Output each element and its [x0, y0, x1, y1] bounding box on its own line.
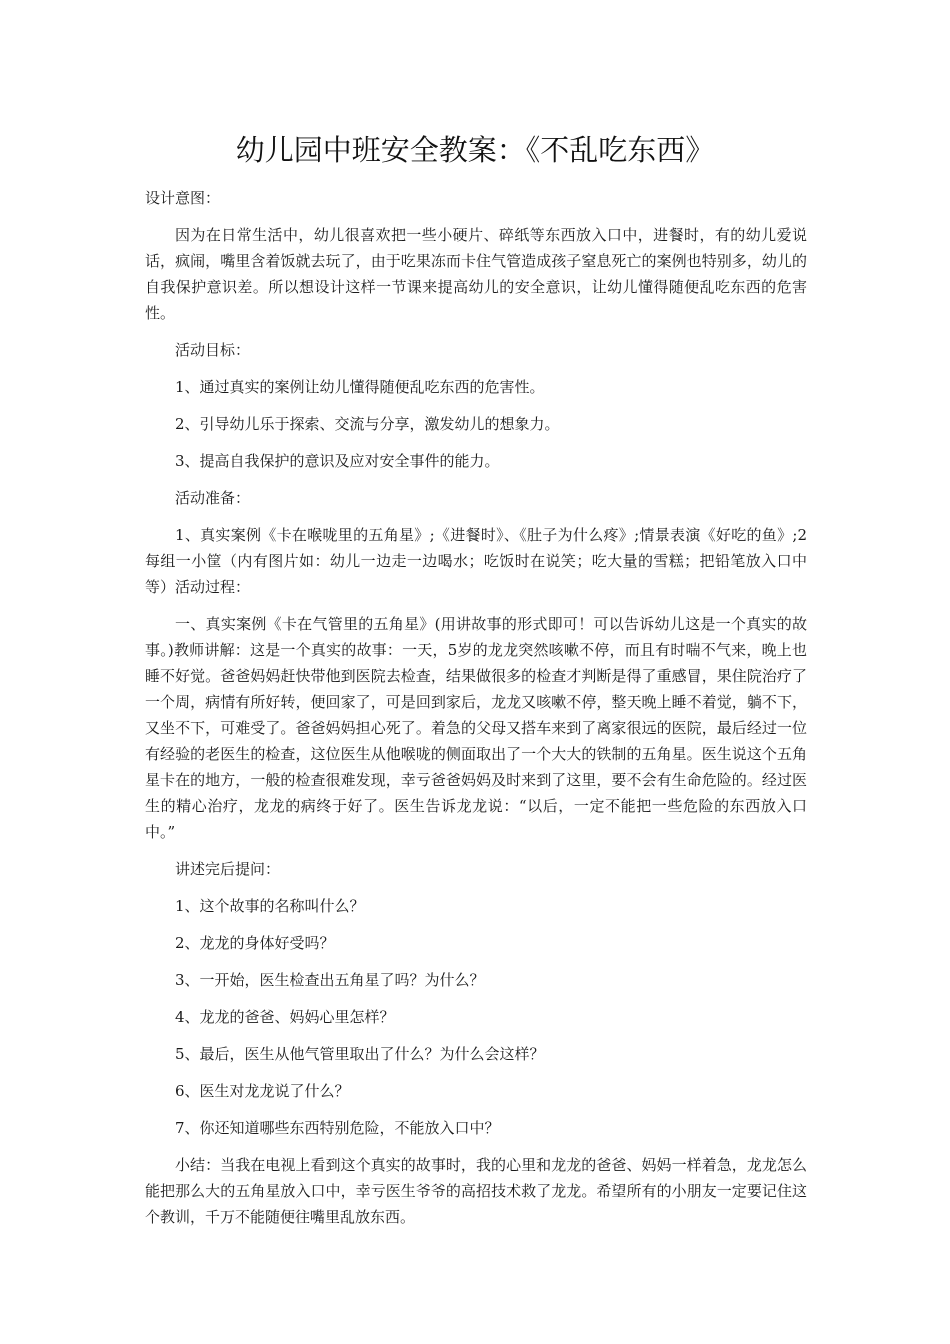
- question-item-5: 5、最后，医生从他气管里取出了什么？为什么会这样？: [175, 1045, 545, 1063]
- section-heading-goals: 活动目标：: [175, 341, 251, 359]
- goal-item-2: 2、引导幼儿乐于探索、交流与分享，激发幼儿的想象力。: [175, 415, 560, 433]
- paragraph-preparation: 1、真实案例《卡在喉咙里的五角星》;《进餐时》、《肚子为什么疼》;情景表演《好吃的鱼》;2 每组一小筐（内有图片如：幼儿一边走一边喝水；吃饭时在说笑；吃大量的雪糕；把铅笔放入口中等）活动过程：: [145, 526, 807, 596]
- goal-item-1: 1、通过真实的案例让幼儿懂得随便乱吃东西的危害性。: [175, 378, 545, 396]
- question-item-1: 1、这个故事的名称叫什么？: [175, 897, 365, 915]
- paragraph-story: 一、真实案例《卡在气管里的五角星》(用讲故事的形式即可！可以告诉幼儿这是一个真实的故事。)教师讲解：这是一个真实的故事：一天，5岁的龙龙突然咳嗽不停，而且有时喘不气来，晚上也睡不好觉。爸爸妈妈赶快带他到医院去检查，结果做很多的检查才判断是得了重感冒，果住院治疗了一个周，病情有所好转，便回家了，可是回到家后，龙龙又咳嗽不停，整天晚上睡不着觉，躺不下，又坐不下，可难受了。爸爸妈妈担心死了。着急的父母又搭车来到了离家很远的医院，最后经过一位有经验的老医生的检查，这位医生从他喉咙的侧面取出了一个大大的铁制的五角星。医生说这个五角星卡在的地方，一般的检查很难发现，幸亏爸爸妈妈及时来到了这里，要不会有生命危险的。经过医生的精心治疗，龙龙的病终于好了。医生告诉龙龙说：“以后，一定不能把一些危险的东西放入口中。”: [145, 615, 807, 841]
- paragraph-summary: 小结：当我在电视上看到这个真实的故事时，我的心里和龙龙的爸爸、妈妈一样着急，龙龙怎么能把那么大的五角星放入口中，幸亏医生爷爷的高招技术救了龙龙。希望所有的小朋友一定要记住这个教训，千万不能随便往嘴里乱放东西。: [145, 1156, 807, 1226]
- question-item-6: 6、医生对龙龙说了什么？: [175, 1082, 350, 1100]
- paragraph-design-intent: 因为在日常生活中，幼儿很喜欢把一些小硬片、碎纸等东西放入口中，进餐时，有的幼儿爱说话，疯闹，嘴里含着饭就去玩了，由于吃果冻而卡住气管造成孩子窒息死亡的案例也特别多，幼儿的自我保护意识差。所以想设计这样一节课来提高幼儿的安全意识，让幼儿懂得随便乱吃东西的危害性。: [145, 226, 807, 322]
- document-body: [145, 185, 807, 1241]
- section-heading-questions: 讲述完后提问：: [175, 860, 281, 878]
- section-heading-preparation: 活动准备：: [175, 489, 251, 507]
- question-item-4: 4、龙龙的爸爸、妈妈心里怎样？: [175, 1008, 395, 1026]
- question-item-2: 2、龙龙的身体好受吗？: [175, 934, 335, 952]
- goal-item-3: 3、提高自我保护的意识及应对安全事件的能力。: [175, 452, 500, 470]
- document-title: 幼儿园中班安全教案：《不乱吃东西》: [235, 133, 715, 167]
- question-item-7: 7、你还知道哪些东西特别危险，不能放入口中？: [175, 1119, 500, 1137]
- question-item-3: 3、一开始，医生检查出五角星了吗？为什么？: [175, 971, 485, 989]
- section-heading-design-intent: 设计意图：: [145, 189, 221, 207]
